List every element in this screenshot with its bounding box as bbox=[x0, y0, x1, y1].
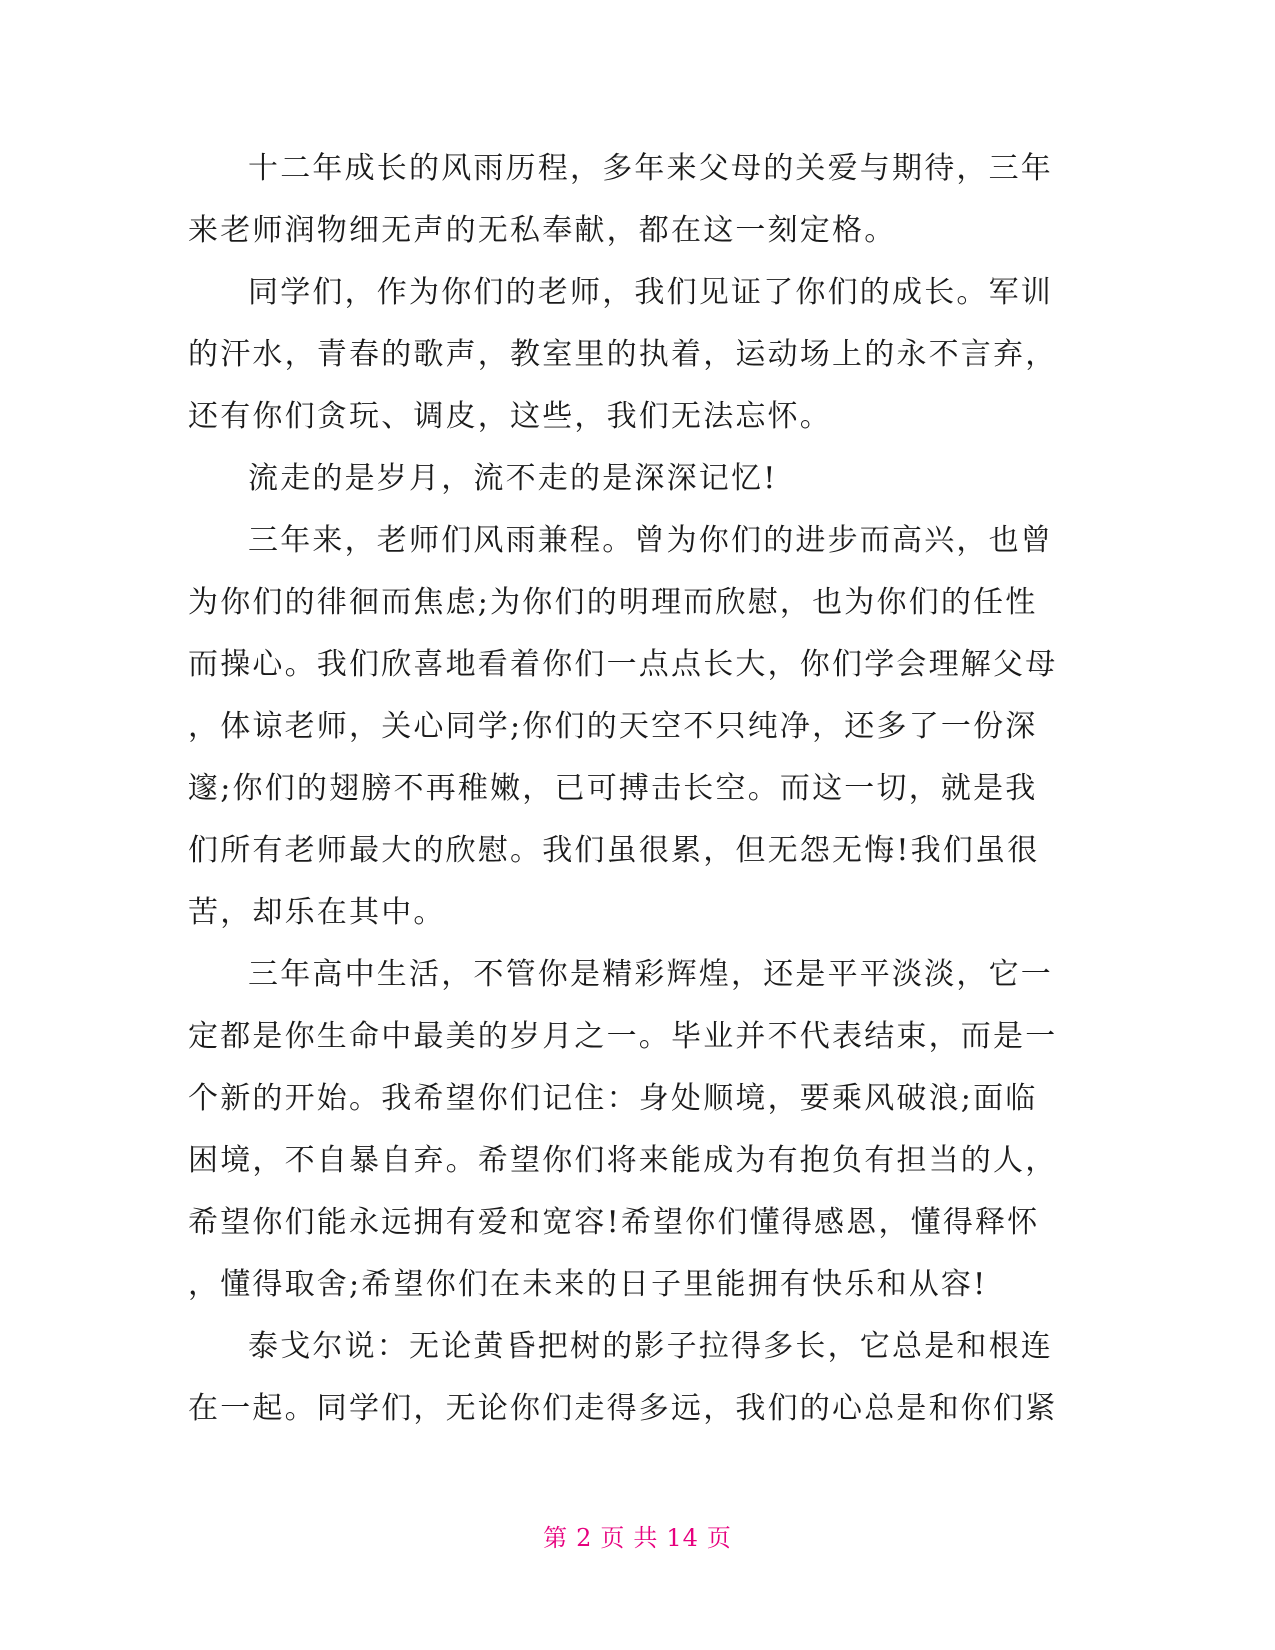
paragraph-line: 困境，不自暴自弃。希望你们将来能成为有抱负有担当的人， bbox=[188, 1143, 1058, 1178]
paragraph-line: ，懂得取舍;希望你们在未来的日子里能拥有快乐和从容! bbox=[188, 1267, 988, 1302]
footer-total-word: 共 bbox=[633, 1524, 659, 1552]
paragraph-line: 流走的是岁月，流不走的是深深记忆! bbox=[248, 461, 778, 496]
paragraph-line: 泰戈尔说：无论黄昏把树的影子拉得多长，它总是和根连 bbox=[248, 1329, 1053, 1364]
current-page-number: 2 bbox=[576, 1524, 593, 1552]
paragraph-line: 而操心。我们欣喜地看着你们一点点长大，你们学会理解父母 bbox=[188, 647, 1058, 682]
paragraph-line: 同学们，作为你们的老师，我们见证了你们的成长。军训 bbox=[248, 275, 1053, 310]
footer-suffix: 页 bbox=[706, 1524, 732, 1552]
paragraph-line: 的汗水，青春的歌声，教室里的执着，运动场上的永不言弃， bbox=[188, 337, 1058, 372]
footer-page-word: 页 bbox=[600, 1524, 626, 1552]
paragraph-line: 定都是你生命中最美的岁月之一。毕业并不代表结束，而是一 bbox=[188, 1019, 1058, 1054]
paragraph-line: 在一起。同学们，无论你们走得多远，我们的心总是和你们紧 bbox=[188, 1391, 1058, 1426]
document-body bbox=[188, 138, 1088, 1440]
paragraph-line: 为你们的徘徊而焦虑;为你们的明理而欣慰，也为你们的任性 bbox=[188, 585, 1038, 620]
paragraph-line: ，体谅老师，关心同学;你们的天空不只纯净，还多了一份深 bbox=[188, 709, 1038, 744]
paragraph-line: 还有你们贪玩、调皮，这些，我们无法忘怀。 bbox=[188, 399, 832, 434]
paragraph-line: 个新的开始。我希望你们记住：身处顺境，要乘风破浪;面临 bbox=[188, 1081, 1038, 1116]
paragraph-line: 邃;你们的翅膀不再稚嫩，已可搏击长空。而这一切，就是我 bbox=[188, 771, 1038, 806]
paragraph-line: 三年高中生活，不管你是精彩辉煌，还是平平淡淡，它一 bbox=[248, 957, 1053, 992]
paragraph-line: 十二年成长的风雨历程，多年来父母的关爱与期待，三年 bbox=[248, 151, 1053, 186]
paragraph-line: 苦，却乐在其中。 bbox=[188, 895, 446, 930]
page-number-footer bbox=[0, 1518, 1275, 1553]
paragraph-line: 们所有老师最大的欣慰。我们虽很累，但无怨无悔!我们虽很 bbox=[188, 833, 1040, 868]
paragraph-line: 来老师润物细无声的无私奉献，都在这一刻定格。 bbox=[188, 213, 897, 248]
footer-prefix: 第 bbox=[543, 1524, 569, 1552]
total-page-count: 14 bbox=[666, 1524, 699, 1552]
paragraph-line: 三年来，老师们风雨兼程。曾为你们的进步而高兴，也曾 bbox=[248, 523, 1053, 558]
paragraph-line: 希望你们能永远拥有爱和宽容!希望你们懂得感恩，懂得释怀 bbox=[188, 1205, 1040, 1240]
